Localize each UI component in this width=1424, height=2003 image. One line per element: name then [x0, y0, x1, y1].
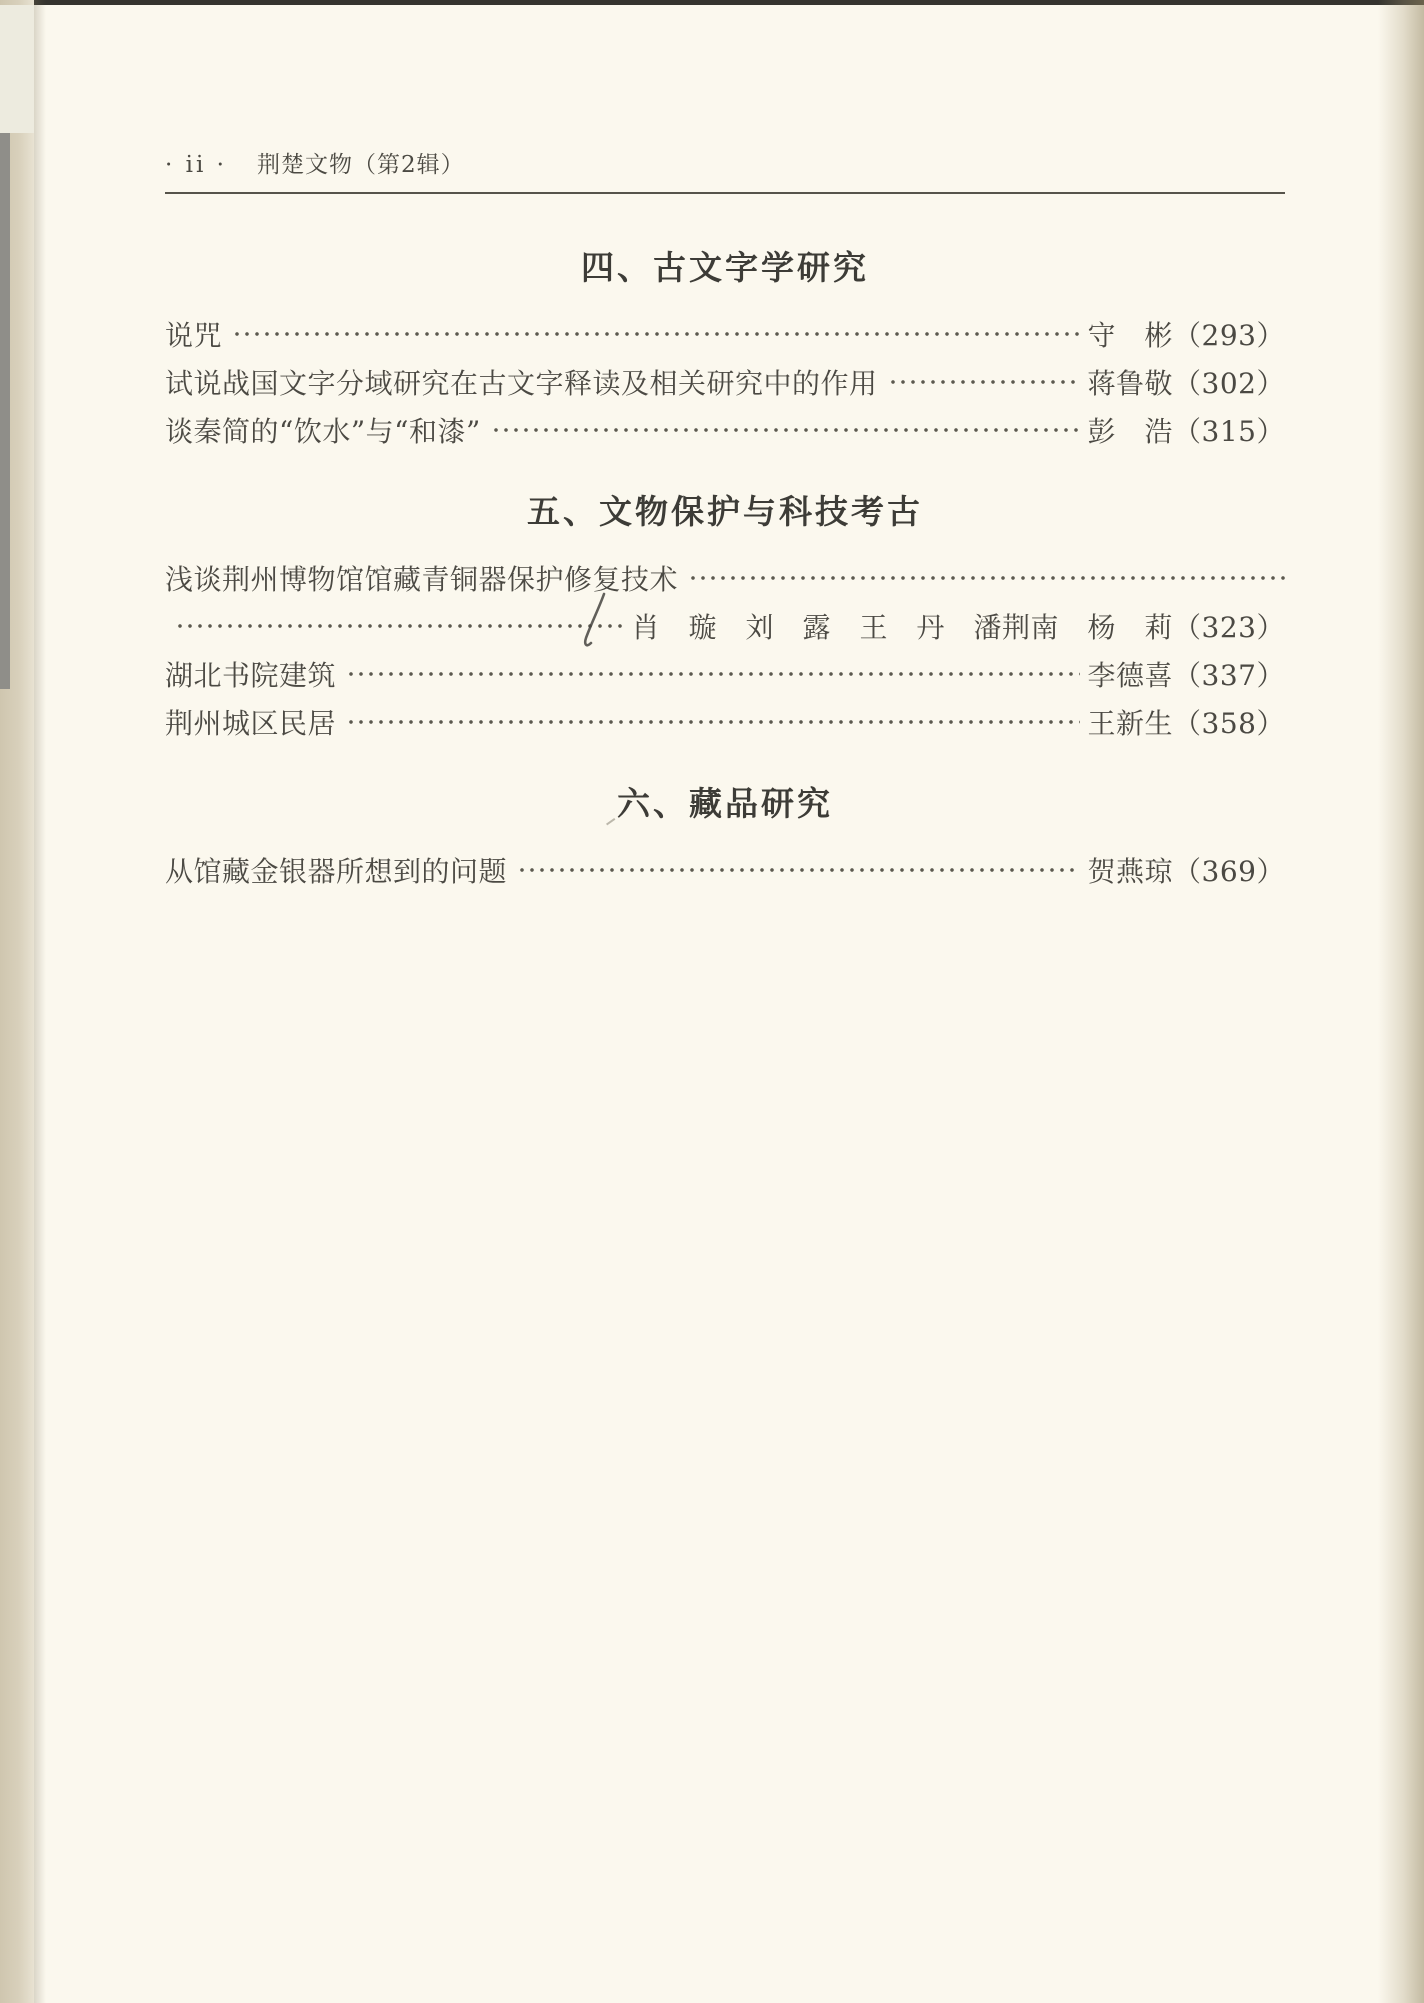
book-title: 荆楚文物（第2辑）	[256, 152, 465, 178]
toc-entry-author-line	[165, 602, 1285, 650]
entry-page-number: （337）	[1173, 659, 1285, 692]
entry-authors: 肖 璇 刘 露 王 丹 潘荆南 杨 莉	[631, 611, 1174, 644]
toc-entry	[165, 406, 1285, 454]
toc-entry	[165, 310, 1285, 358]
entry-page-number: （302）	[1173, 367, 1285, 400]
entry-title: 荆州城区民居	[165, 707, 337, 740]
entry-title: 试说战国文字分域研究在古文字释读及相关研究中的作用	[165, 367, 878, 400]
entry-page-number: （323）	[1173, 611, 1285, 644]
entry-page-number: （315）	[1173, 415, 1285, 448]
toc-entry	[165, 358, 1285, 406]
entry-authors: 彭 浩	[1087, 415, 1174, 448]
section-heading-6: 六、藏品研究	[617, 784, 833, 823]
entry-title: 浅谈荆州博物馆馆藏青铜器保护修复技术	[165, 563, 679, 596]
running-header	[165, 146, 1285, 179]
entry-authors: 贺燕琼	[1087, 855, 1174, 888]
entry-title: 谈秦简的“饮水”与“和漆”	[165, 415, 481, 448]
section-4-entries	[165, 310, 1285, 454]
entry-authors: 守 彬	[1087, 319, 1174, 352]
entry-title: 湖北书院建筑	[165, 659, 337, 692]
section-heading-4: 四、古文字学研究	[581, 248, 869, 287]
entry-title: 从馆藏金银器所想到的问题	[165, 855, 508, 888]
section-heading-5: 五、文物保护与科技考古	[527, 492, 923, 531]
header-rule	[165, 192, 1285, 194]
section-6-entries	[165, 846, 1285, 894]
book-spine-edge-top	[0, 5, 34, 133]
dot-leader	[175, 612, 624, 640]
book-spine-shadow	[0, 133, 10, 689]
entry-title: 说咒	[165, 319, 223, 352]
toc-entry-title-line	[165, 554, 1285, 602]
dot-leader	[491, 416, 1080, 444]
section-5-entries	[165, 554, 1285, 746]
entry-authors: 王新生	[1087, 707, 1174, 740]
page-gutter-shadow	[34, 0, 46, 2003]
entry-authors: 蒋鲁敬	[1087, 367, 1174, 400]
toc-entry	[165, 846, 1285, 894]
dot-leader	[688, 564, 1285, 592]
dot-leader	[888, 368, 1080, 396]
toc-entry	[165, 698, 1285, 746]
page-number: · ii ·	[165, 152, 227, 178]
page-curl-shadow	[1378, 0, 1424, 2003]
entry-page-number: （293）	[1173, 319, 1285, 352]
dot-leader	[346, 708, 1080, 736]
toc-content	[165, 0, 1285, 894]
dot-leader	[346, 660, 1080, 688]
pen-stroke-mark-icon	[576, 592, 610, 652]
dot-leader	[517, 856, 1080, 884]
entry-page-number: （369）	[1173, 855, 1285, 888]
dot-leader	[232, 320, 1080, 348]
entry-authors: 李德喜	[1087, 659, 1174, 692]
entry-page-number: （358）	[1173, 707, 1285, 740]
toc-entry	[165, 650, 1285, 698]
